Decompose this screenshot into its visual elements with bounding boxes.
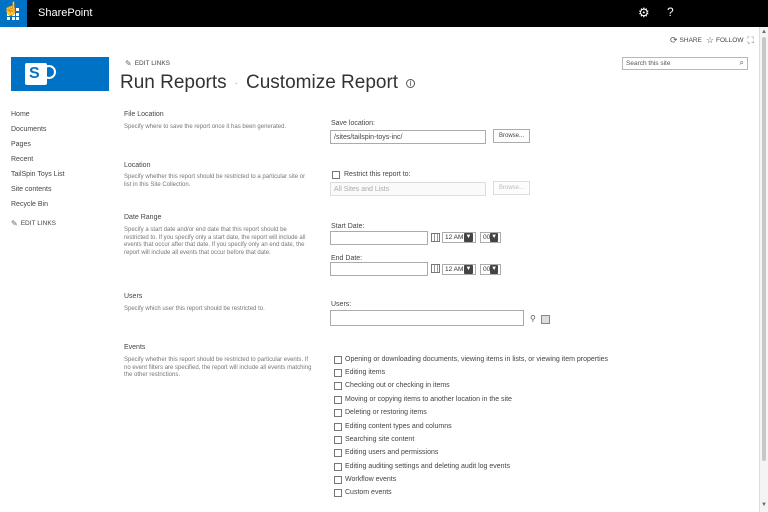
event-label-checkout: Checking out or checking in items [345, 382, 450, 389]
share-button[interactable] [670, 35, 702, 46]
event-checkbox-checkout[interactable] [334, 382, 342, 390]
nav-item-recycle-bin[interactable]: Recycle Bin [11, 201, 48, 208]
breadcrumb-separator: · [234, 77, 239, 89]
pointer-cursor-icon: ☝ [3, 1, 20, 16]
info-icon[interactable]: i [406, 79, 415, 88]
event-label-permissions: Editing users and permissions [345, 449, 439, 456]
follow-star-icon: ☆ [705, 34, 715, 45]
end-minute-select[interactable] [480, 264, 501, 275]
event-label-move: Moving or copying items to another location in the site [345, 396, 512, 403]
event-label-view: Opening or downloading documents, viewing items in lists, or viewing item properties [345, 356, 609, 363]
scrollbar-thumb[interactable] [762, 37, 766, 461]
location-title: Location [124, 162, 151, 169]
chevron-down-icon: ▼ [465, 234, 472, 240]
address-book-icon[interactable] [541, 315, 550, 324]
event-checkbox-workflow[interactable] [334, 476, 342, 484]
save-location-browse-button[interactable]: Browse... [493, 129, 530, 143]
date-range-title: Date Range [124, 214, 162, 221]
location-desc: Specify whether this report should be restricted to a particular site or list in this Site Collection. [124, 174, 306, 188]
site-logo[interactable] [11, 57, 109, 91]
users-input[interactable] [330, 310, 524, 326]
chevron-down-icon: ▼ [491, 266, 498, 272]
event-checkbox-permissions[interactable] [334, 449, 342, 457]
event-checkbox-move[interactable] [334, 396, 342, 404]
follow-label: FOLLOW [716, 36, 744, 44]
end-date-input[interactable] [330, 262, 428, 276]
logo-letter: S [29, 65, 40, 82]
logo-bubble [42, 65, 56, 79]
save-location-input[interactable]: /sites/tailspin-toys-inc/ [330, 130, 486, 144]
end-date-label: End Date: [331, 255, 363, 262]
restrict-location-browse-button[interactable]: Browse... [493, 181, 530, 195]
event-checkbox-view[interactable] [334, 356, 342, 364]
users-label: Users: [331, 301, 352, 308]
suite-brand[interactable]: SharePoint [38, 7, 93, 19]
event-checkbox-delete[interactable] [334, 409, 342, 417]
event-label-workflow: Workflow events [345, 476, 397, 483]
event-label-content-types: Editing content types and columns [345, 423, 452, 430]
event-label-delete: Deleting or restoring items [345, 409, 427, 416]
save-location-label: Save location: [331, 120, 375, 127]
event-checkbox-content-types[interactable] [334, 423, 342, 431]
quick-launch [11, 111, 65, 228]
pencil-icon: ✎ [11, 219, 18, 228]
restrict-report-label: Restrict this report to: [344, 171, 411, 178]
page-title [120, 72, 415, 94]
follow-button[interactable] [706, 35, 744, 46]
event-checkbox-custom[interactable] [334, 489, 342, 497]
event-checkbox-edit[interactable] [334, 369, 342, 377]
help-icon[interactable]: ? [667, 5, 674, 19]
file-location-title: File Location [124, 111, 164, 118]
share-icon: ⟳ [670, 34, 678, 45]
event-checkbox-auditing[interactable] [334, 463, 342, 471]
file-location-desc: Specify where to save the report once it has been generated. [124, 124, 287, 130]
start-minute-value: 00 [483, 234, 491, 241]
nav-item-home[interactable]: Home [11, 111, 30, 118]
page-actions [670, 34, 754, 46]
date-range-desc: Specify a start date and/or end date that this report should be restricted to. If you specify only a start date, the report will include all events that occur after that date. If you specify only an end date, the report will include all events that occur before that date. [124, 227, 306, 256]
search-box[interactable] [622, 57, 748, 70]
restrict-report-checkbox[interactable] [332, 171, 340, 179]
events-title: Events [124, 344, 146, 351]
nav-edit-links[interactable] [11, 219, 65, 228]
nav-item-recent[interactable]: Recent [11, 156, 34, 163]
top-edit-links-label: EDIT LINKS [134, 60, 170, 67]
search-icon[interactable]: ⌕ [739, 58, 744, 67]
calendar-icon[interactable] [431, 264, 440, 273]
nav-item-tailspin-toys-list[interactable]: TailSpin Toys List [11, 171, 65, 178]
scroll-up-icon[interactable]: ▲ [761, 29, 767, 35]
events-desc: Specify whether this report should be restricted to particular events. If no event filters are specified, the report will include all events matching the other restrictions. [124, 357, 312, 379]
breadcrumb-current: Customize Report [246, 72, 399, 93]
search-input[interactable]: Search this site [626, 60, 671, 67]
share-label: SHARE [679, 36, 702, 44]
nav-edit-links-label: EDIT LINKS [20, 220, 56, 227]
start-hour-value: 12 AM [445, 234, 464, 241]
top-edit-links[interactable] [125, 59, 170, 68]
calendar-icon[interactable] [431, 233, 440, 242]
gear-icon[interactable]: ⚙ [638, 5, 650, 20]
people-picker-icon[interactable]: ⚲ [530, 314, 536, 323]
nav-item-site-contents[interactable]: Site contents [11, 186, 52, 193]
nav-item-documents[interactable]: Documents [11, 126, 47, 133]
nav-item-pages[interactable]: Pages [11, 141, 31, 148]
end-hour-select[interactable] [442, 264, 476, 275]
restrict-location-input[interactable]: All Sites and Lists [330, 182, 486, 196]
start-hour-select[interactable] [442, 232, 476, 243]
event-label-auditing: Editing auditing settings and deleting audit log events [345, 463, 511, 470]
event-label-custom: Custom events [345, 489, 392, 496]
breadcrumb-parent[interactable]: Run Reports [120, 72, 227, 93]
start-date-label: Start Date: [331, 223, 365, 230]
suite-bar [0, 0, 768, 27]
end-hour-value: 12 AM [445, 266, 464, 273]
start-date-input[interactable] [330, 231, 428, 245]
chevron-down-icon: ▼ [465, 266, 472, 272]
focus-button[interactable] [747, 35, 753, 46]
focus-icon: ⛶ [747, 34, 754, 45]
app-launcher-button[interactable] [0, 0, 27, 27]
chevron-down-icon: ▼ [491, 234, 498, 240]
vertical-scrollbar[interactable] [759, 27, 768, 512]
users-title: Users [124, 293, 143, 300]
scroll-down-icon[interactable]: ▼ [761, 502, 767, 508]
event-checkbox-search[interactable] [334, 436, 342, 444]
event-label-search: Searching site content [345, 436, 415, 443]
event-label-edit: Editing items [345, 369, 386, 376]
end-minute-value: 00 [483, 266, 491, 273]
pencil-icon: ✎ [125, 59, 132, 68]
start-minute-select[interactable] [480, 232, 501, 243]
users-desc: Specify which user this report should be restricted to. [124, 306, 265, 312]
